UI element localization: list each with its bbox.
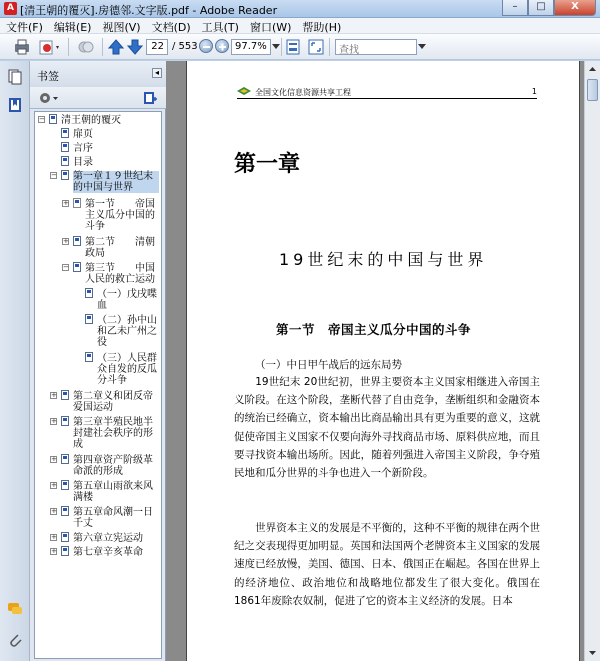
expand-toggle[interactable]: + (51, 455, 57, 463)
printer-icon (12, 38, 32, 56)
collaborate-button[interactable] (76, 38, 96, 56)
bookmark-label: 第五章命风潮一日千丈 (73, 507, 153, 529)
bookmark-label: （二）孙中山和乙未广州之役 (97, 315, 157, 348)
bookmark-item[interactable] (35, 314, 161, 350)
page-number-input[interactable]: 22 (146, 39, 168, 55)
menu-file[interactable]: 文件(F) (6, 21, 43, 34)
close-button[interactable]: X (554, 0, 596, 16)
minus-icon (200, 40, 214, 54)
bookmark-label: 第三节 中国人民的救亡运动 (85, 263, 155, 285)
section-title: 第一节 帝国主义瓜分中国的斗争 (276, 322, 472, 337)
paragraph: 世界资本主义的发展是不平衡的，这种不平衡的规律在两个世纪之交表现得更加明显。英国和法国两个老牌资本主义国家的发展速度已经放慢，美国、德国、日本、俄国正在崛起。各国在世界上的经济地位、政治地位和战略地位都发生了很大变化。俄国在 1861年废除农奴制，促进了它的资本主义经济的发展。日本 (234, 522, 540, 607)
bookmark-icon (85, 288, 93, 298)
bookmark-item[interactable] (35, 156, 161, 168)
bookmark-icon (61, 128, 69, 138)
bookmark-icon (61, 506, 69, 516)
bookmark-label: 第二节 清朝政局 (85, 237, 155, 259)
header-text: 全国文化信息资源共享工程 (255, 88, 351, 97)
navigation-strip (0, 61, 30, 661)
minimize-button[interactable]: – (502, 0, 528, 16)
paragraph: 19世纪末 20世纪初，世界主要资本主义国家相继进入帝国主义阶段。在这个阶段，垄断代替了自由竞争，垄断组织和金融资本的统治已经确立，资本输出比商品输出具有更为重要的意义，这就促使帝国主义国家不仅要向海外寻找商品市场、原料供应地，而且要寻找资本输出场所。因此，随着列强进入帝国主义阶段，争夺殖民地和瓜分世界的斗争也进入一个新阶段。 (234, 376, 540, 480)
bookmark-icon (61, 390, 69, 400)
search-chevron-icon[interactable] (418, 44, 426, 62)
bookmark-label: 言序 (73, 143, 93, 154)
bookmark-label: 目录 (73, 157, 93, 168)
menu-window[interactable]: 窗口(W) (249, 21, 292, 34)
menu-bar (0, 18, 600, 34)
bookmark-icon (61, 532, 69, 542)
bookmark-label: 第一节 帝国主义瓜分中国的斗争 (85, 199, 155, 232)
bookmark-item[interactable] (35, 480, 161, 504)
bookmark-icon (61, 416, 69, 426)
bookmark-item[interactable] (35, 546, 161, 558)
bookmarks-title: 书签 (37, 70, 59, 83)
bookmark-icon (61, 170, 69, 180)
expand-toggle[interactable]: + (63, 199, 69, 207)
bookmark-icon (73, 198, 81, 208)
bookmark-icon (73, 236, 81, 246)
bookmark-label: 第二章义和团反帝爱国运动 (73, 391, 153, 413)
collapse-panel-button[interactable]: ◂ (152, 68, 162, 78)
adobe-reader-icon: A (4, 2, 17, 15)
bookmark-icon (85, 314, 93, 324)
bookmark-label: （一）戊戌喋血 (97, 289, 157, 311)
bookmark-label: 第三章半殖民地半封建社会秩序的形成 (73, 417, 153, 450)
chevron-down-icon[interactable] (272, 44, 280, 62)
bookmark-label: 第六章立宪运动 (73, 533, 143, 544)
pages-icon[interactable] (7, 69, 23, 85)
expand-toggle[interactable]: + (51, 417, 57, 425)
scroll-thumb[interactable] (587, 79, 598, 101)
previous-page-button[interactable] (107, 38, 127, 56)
bookmarks-tree (34, 111, 162, 659)
bookmark-label: 扉页 (73, 129, 93, 140)
bookmark-item[interactable] (35, 532, 161, 544)
bookmark-label: 第四章资产阶级革命派的形成 (73, 455, 153, 477)
expand-toggle[interactable]: + (51, 533, 57, 541)
bookmark-item[interactable] (35, 198, 161, 234)
next-page-button[interactable] (126, 38, 146, 56)
menu-help[interactable]: 帮助(H) (302, 21, 342, 34)
bookmark-icon (61, 156, 69, 166)
bookmark-item[interactable] (35, 454, 161, 478)
zoom-level-input[interactable]: 97.7% (231, 39, 271, 55)
expand-toggle[interactable]: + (63, 237, 69, 245)
bookmark-icon (61, 454, 69, 464)
fit-page-icon (284, 38, 302, 56)
chapter-title: 19世纪末的中国与世界 (279, 250, 488, 269)
page-header (237, 85, 537, 99)
bookmark-label: 第一章１９世纪末的中国与世界 (73, 171, 159, 193)
expand-toggle[interactable]: + (51, 547, 57, 555)
subsection-title: （一）中日甲午战后的远东局势 (255, 359, 402, 371)
bookmark-icon (73, 262, 81, 272)
bookmark-icon (61, 142, 69, 152)
collapse-toggle[interactable]: − (51, 171, 57, 179)
scroll-up-icon[interactable] (587, 63, 598, 75)
collaborate-icon (76, 38, 96, 56)
title-bar (0, 0, 600, 18)
scroll-down-icon[interactable] (587, 647, 598, 659)
bookmark-item[interactable] (35, 416, 161, 452)
attachments-icon[interactable] (7, 631, 23, 647)
bookmark-item[interactable] (35, 390, 161, 414)
arrow-up-icon (107, 38, 125, 56)
bookmark-item[interactable] (35, 506, 161, 530)
bookmark-item[interactable] (35, 262, 161, 286)
bookmarks-icon[interactable] (7, 97, 23, 113)
bookmark-icon (85, 352, 93, 362)
menu-view[interactable]: 视图(V) (102, 21, 141, 34)
bookmark-item[interactable] (35, 236, 161, 260)
bookmarks-panel (30, 61, 166, 661)
comments-icon[interactable] (7, 601, 23, 617)
bookmark-icon (49, 114, 57, 124)
bookmark-label: 第五章山雨欲来风满楼 (73, 481, 153, 503)
bookmark-icon (61, 480, 69, 490)
bookmark-label: 清王朝的覆灭 (61, 115, 121, 126)
new-bookmark-icon[interactable] (142, 90, 158, 106)
maximize-button[interactable]: □ (528, 0, 554, 16)
menu-tools[interactable]: 工具(T) (201, 21, 239, 34)
options-gear-icon[interactable] (38, 91, 60, 105)
arrow-down-icon (126, 38, 144, 56)
fit-page-button[interactable] (284, 38, 304, 56)
bookmark-item[interactable] (35, 128, 161, 140)
bookmark-root[interactable] (35, 114, 161, 126)
expand-toggle[interactable]: + (51, 481, 57, 489)
full-screen-icon (307, 38, 325, 56)
bookmark-item[interactable] (35, 352, 161, 388)
plus-icon (216, 40, 230, 54)
search-input[interactable]: 查找 (335, 39, 417, 55)
bookmark-item[interactable] (35, 142, 161, 154)
full-screen-button[interactable] (307, 38, 327, 56)
menu-edit[interactable]: 编辑(E) (53, 21, 92, 34)
toolbar (0, 34, 600, 60)
bookmarks-toolbar (30, 87, 166, 109)
bookmark-label: 第七章辛亥革命 (73, 547, 143, 558)
expand-toggle[interactable]: + (51, 391, 57, 399)
collapse-toggle[interactable]: − (63, 263, 69, 271)
zoom-out-button[interactable] (199, 39, 213, 53)
bookmarks-header (30, 61, 166, 87)
document-area (166, 61, 600, 661)
chapter-label: 第一章 (234, 151, 301, 177)
print-button[interactable] (12, 38, 32, 56)
expand-toggle[interactable]: + (51, 507, 57, 515)
header-page-number: 1 (531, 87, 537, 96)
pdf-page (186, 61, 580, 661)
bookmark-item-chapter-1[interactable] (35, 170, 161, 194)
logo-icon (237, 87, 251, 95)
vertical-scrollbar[interactable] (584, 61, 600, 661)
bookmark-label: （三）人民群众自发的反瓜分斗争 (97, 353, 157, 386)
collapse-toggle[interactable]: − (39, 115, 45, 123)
menu-document[interactable]: 文档(D) (151, 21, 191, 34)
create-pdf-button[interactable] (38, 38, 58, 56)
create-pdf-icon (38, 38, 62, 56)
bookmark-item[interactable] (35, 288, 161, 312)
window-title: [清王朝的覆灭].房德邻.文字版.pdf - Adobe Reader (20, 4, 278, 17)
bookmark-icon (61, 546, 69, 556)
page-total: / 553 (172, 41, 198, 52)
zoom-in-button[interactable] (215, 39, 229, 53)
